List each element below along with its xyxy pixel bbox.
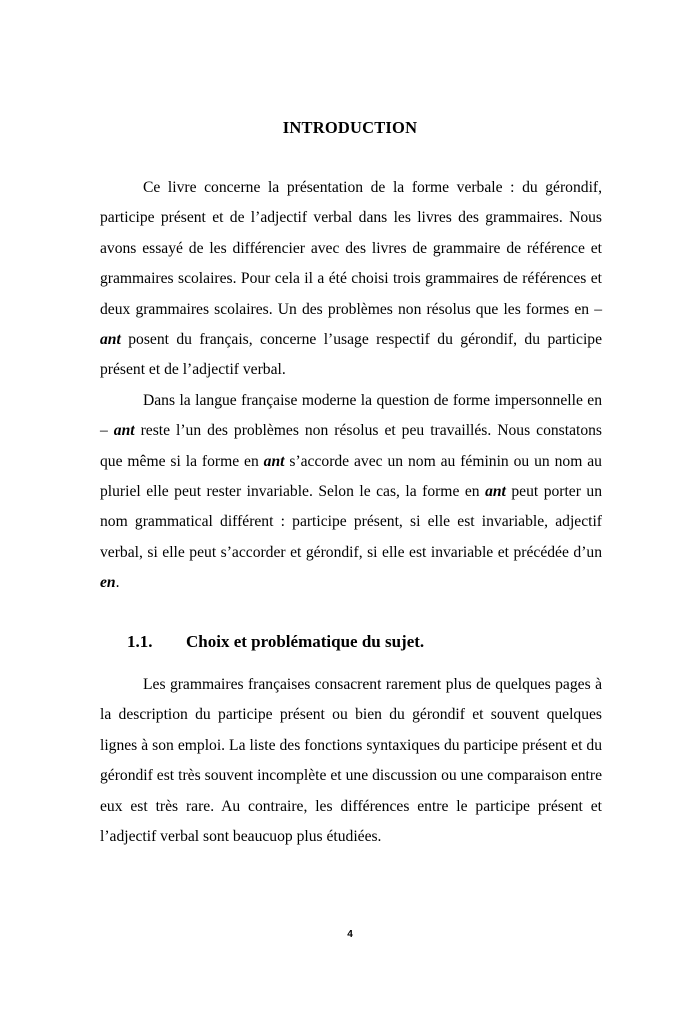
text-run: peut porter un nom grammatical différent : participe présent, si elle est invariable, adjectif verbal, si elle peut s’accorder et gérondif, si elle est invariable et précédée d’un — [100, 483, 603, 561]
text-run: s’accorde avec un nom au féminin ou un nom au pluriel elle peut rester invariable. Selon le cas, la forme en — [100, 452, 602, 501]
intro-paragraph-1 — [100, 173, 602, 386]
section-number: 1.1. — [127, 632, 153, 651]
keyword-en: en — [100, 574, 116, 592]
keyword-ant: ant — [100, 331, 121, 349]
page-title: INTRODUCTION — [282, 118, 418, 137]
keyword-ant: ant — [485, 483, 506, 501]
section-title: Choix et problématique du sujet. — [186, 632, 425, 651]
text-run: . — [115, 574, 120, 592]
keyword-ant: ant — [263, 452, 285, 470]
text-run: reste l’un des problèmes non résolus et peu travaillés. Nous constatons que même si la forme en — [100, 422, 602, 470]
keyword-ant: ant — [113, 422, 135, 440]
section-paragraph-1: Les grammaires françaises consacrent rarement plus de quelques pages à la description du participe présent ou bien du gérondif et souvent quelques lignes à son emploi. La liste des fonctions syntaxiques du participe présent et du gérondif est très souvent incomplète et une discussion ou une comparaison entre eux est très rare. Au contraire, les différences entre le participe présent et l’adjectif verbal sont beaucuop plus étudiées. — [100, 676, 602, 846]
text-run: Ce livre concerne la présentation de la forme verbale : du gérondif, participe présent et de l’adjectif verbal dans les livres des grammaires. Nous avons essayé de les différencier avec des livres de grammaire de référence et grammaires scolaires. Pour cela il a été choisi trois grammaires de références et deux grammaires scolaires. Un des problèmes non résolus que les formes en – — [100, 179, 602, 318]
text-run: posent du français, concerne l’usage respectif du gérondif, du participe présent et de l’adjectif verbal. — [100, 331, 602, 379]
page-number: 4 — [347, 929, 353, 940]
section-heading — [127, 632, 424, 652]
intro-paragraph-2 — [100, 386, 602, 599]
section-body — [100, 670, 602, 852]
introduction-body — [100, 173, 602, 599]
text-run: Dans la langue française moderne la question de forme impersonnelle en – — [100, 391, 602, 440]
